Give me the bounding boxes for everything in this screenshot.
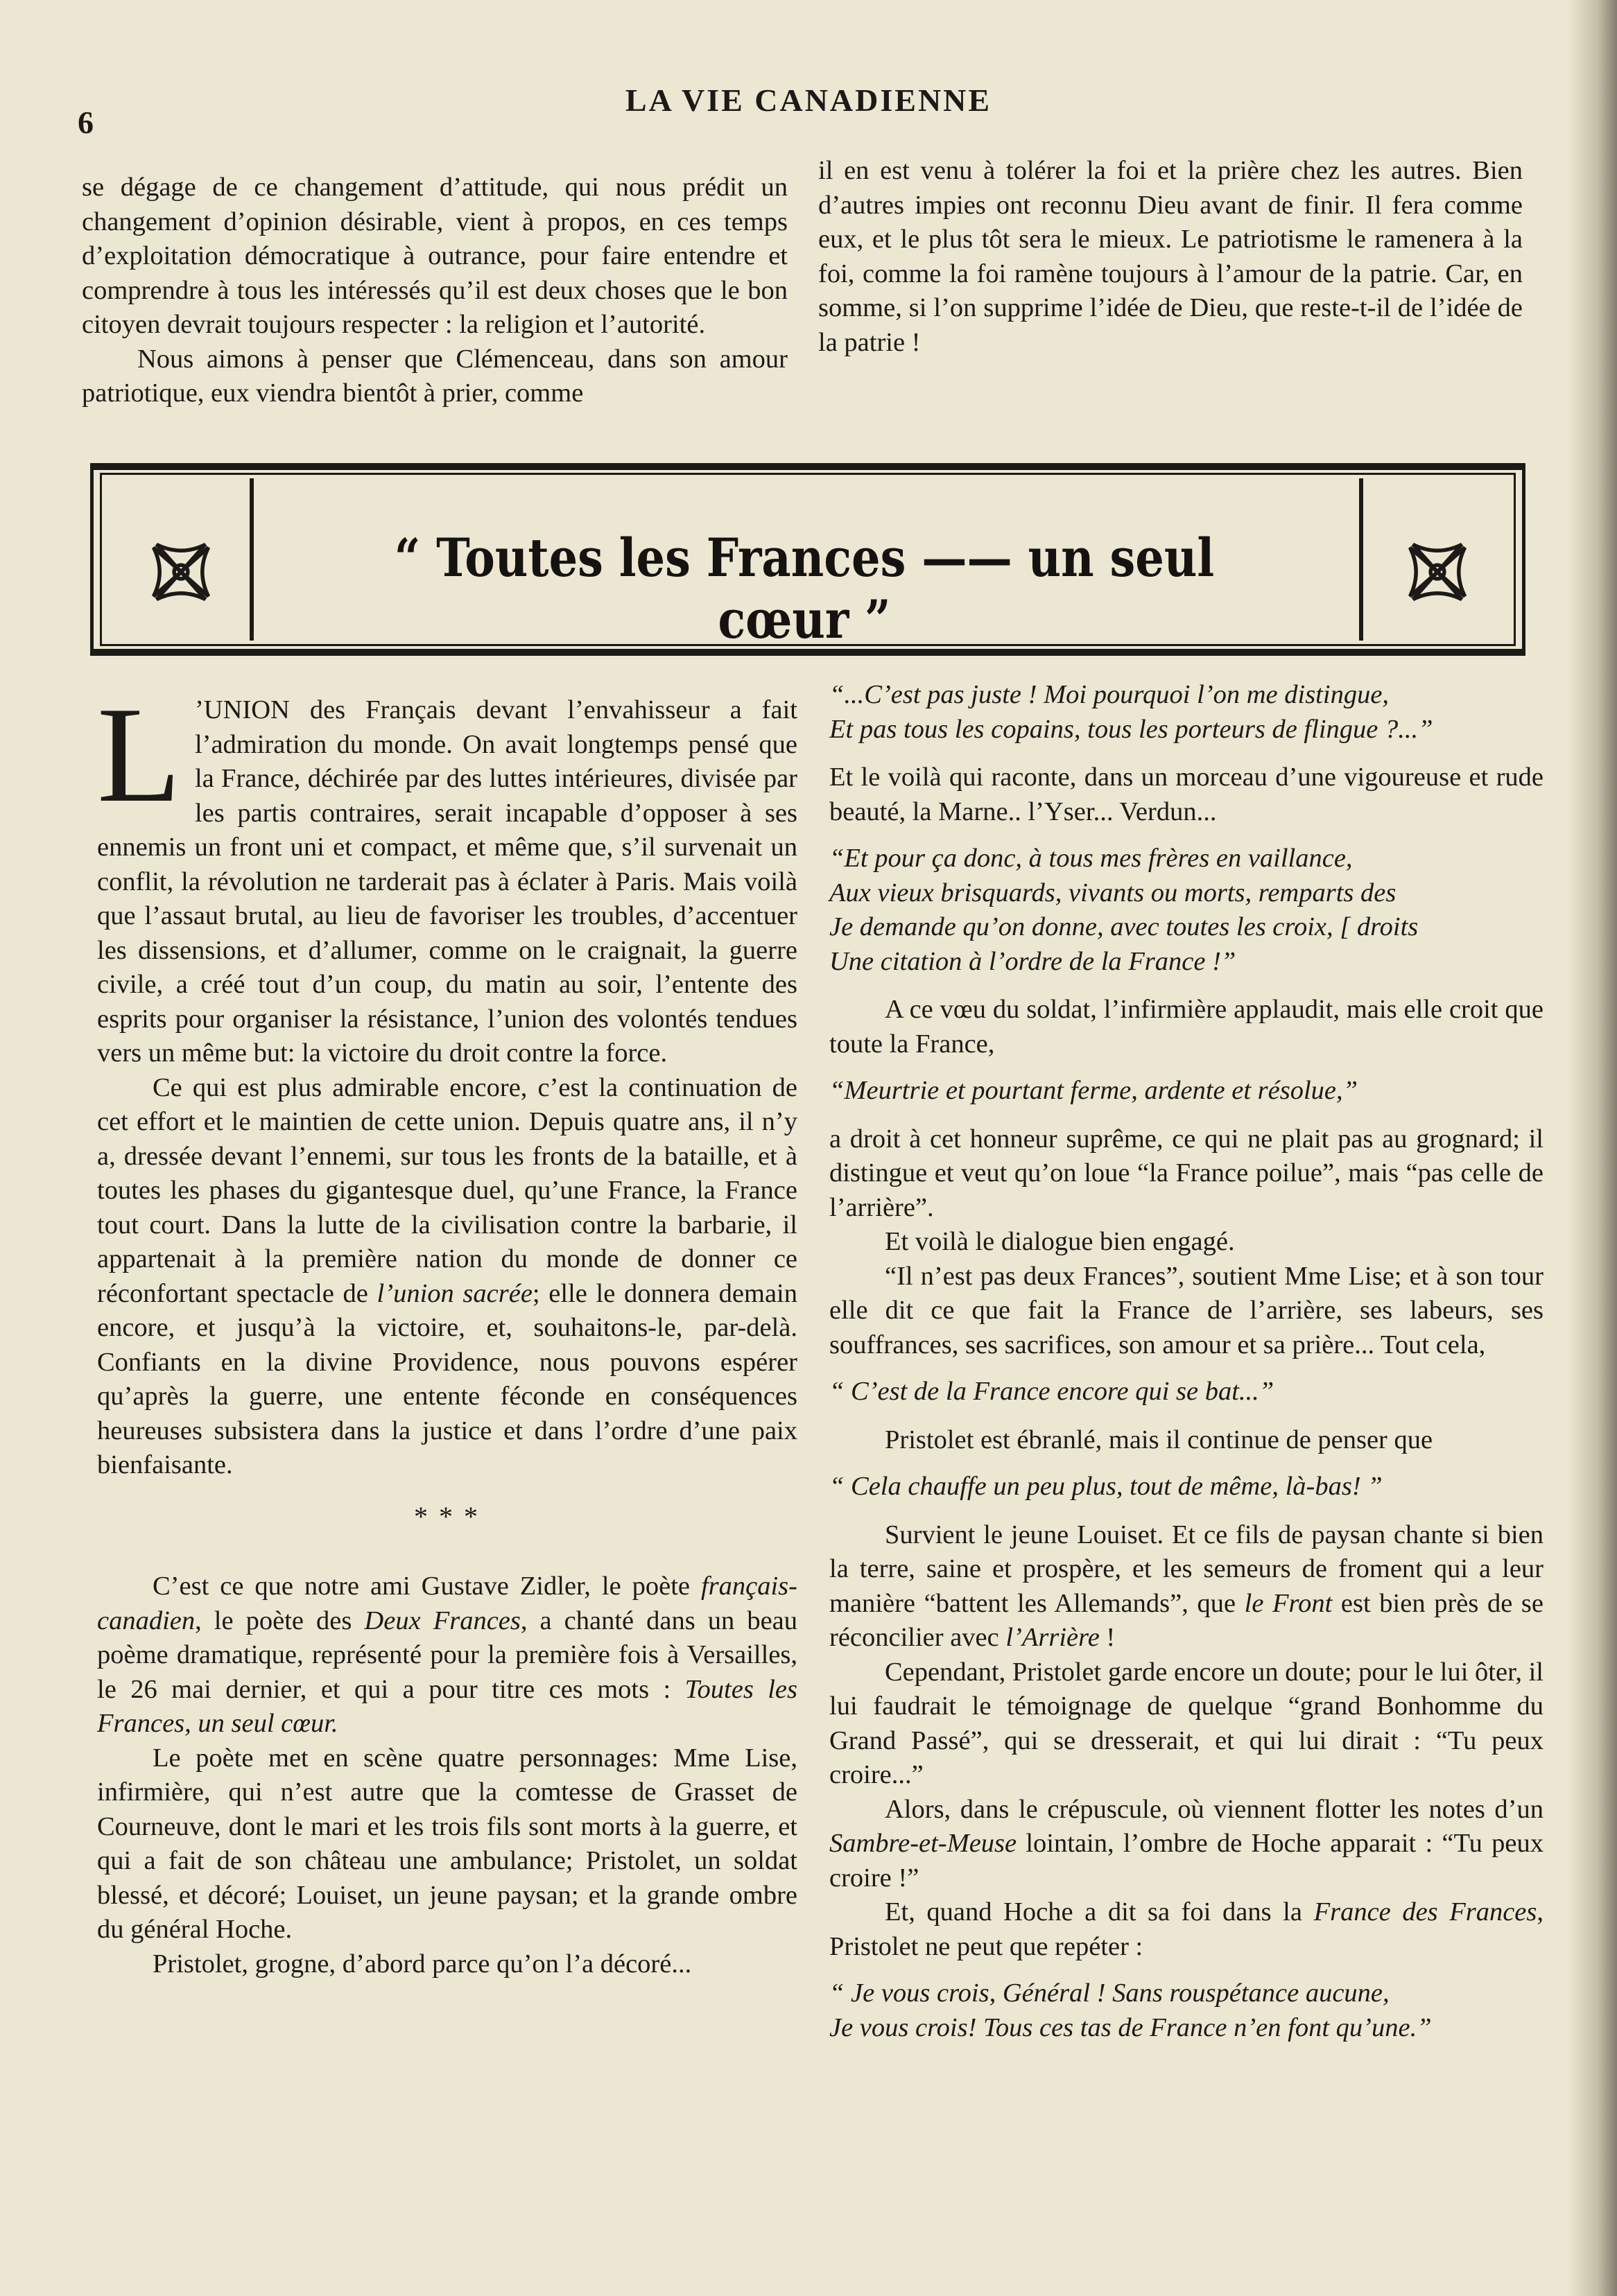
verse-4: “ C’est de la France encore qui se bat...” (829, 1377, 1274, 1406)
verse-5: “ Cela chauffe un peu plus, tout de même, là-bas! ” (829, 1472, 1383, 1501)
top-left-column (82, 171, 788, 411)
right-paragraph-2: A ce vœu du soldat, l’infirmière applaudit, mais elle croit que toute la France, (829, 995, 1544, 1059)
article-paragraph-5: Pristolet, grogne, d’abord parce qu’on l’a décoré... (153, 1949, 692, 1978)
article-right-column (829, 678, 1544, 2059)
top-right-column (818, 154, 1523, 360)
fleuron-ornament-icon (1399, 534, 1476, 610)
verse-2: “Et pour ça donc, à tous mes frères en vaillance, Aux vieux brisquards, vivants ou morts, remparts des Je demande qu’on donne, avec toutes les croix, [ droits Une citation à l’ordre de la France !” (829, 844, 1419, 976)
article-paragraph-3: C’est ce que notre ami Gustave Zidler, le poète français-canadien, le poète des Deux Frances, a chanté dans un beau poème dramatique, représenté pour la première fois à Versailles, le 26 mai dernier, et qui a pour titre ces mots : Toutes les Frances, un seul cœur. (97, 1572, 798, 1738)
right-paragraph-9: Alors, dans le crépuscule, où viennent flotter les notes d’un Sambre-et-Meuse lointain, l’ombre de Hoche apparait : “Tu peux croire !” (829, 1794, 1544, 1893)
page-number: 6 (78, 105, 94, 140)
right-paragraph-3: a droit à cet honneur suprême, ce qui ne plait pas au grognard; il distingue et veut qu’on loue “la France poilue”, mais “pas celle de l’arrière”. (829, 1124, 1544, 1222)
article-left-column (97, 679, 798, 1981)
right-paragraph-8: Cependant, Pristolet garde encore un doute; pour le lui ôter, il lui faudrait le témoignage de quelque “grand Bonhomme du Grand Passé”, qui se dresserait, et qui lui dirait : “Tu peux croire...” (829, 1657, 1544, 1789)
article-paragraph-1: L ’UNION des Français devant l’envahisseur a fait l’admiration du monde. On avait longtemps pensé que la France, déchirée par des luttes intérieures, divisée par les partis contraires, serait incapable d’opposer à ses ennemis un front uni et compact, et même que, s’il survenait un conflit, la révolution ne tarderait pas à éclater à Paris. Mais voilà que l’assaut brutal, au lieu de favoriser les troubles, d’accentuer les dissensions, et d’allumer, comme on le craignait, la guerre civile, a créé tout d’un coup, du matin au soir, l’entente des esprits pour organiser la résistance, l’union des volontés tendues vers un même but: la victoire du droit contre la force. (97, 679, 797, 1068)
section-separator: * * * (413, 1500, 481, 1532)
verse-6: “ Je vous crois, Général ! Sans rouspétance aucune, Je vous crois! Tous ces tas de France n’en font qu’une.” (829, 1978, 1432, 2042)
article-title: “ Toutes les Frances —— un seul cœur ” (394, 527, 1215, 650)
article-paragraph-4: Le poète met en scène quatre personnages: Mme Lise, infirmière, qui n’est autre que la comtesse de Grasset de Courneuve, dont le mari et les trois fils sont morts à la guerre, et qui a fait de son château une ambulance; Pristolet, un soldat blessé, et décoré; Louiset, un jeune paysan; et la grande ombre du général Hoche. (97, 1743, 797, 1944)
drop-cap: L (97, 679, 181, 830)
top-right-paragraph: il en est venu à tolérer la foi et la prière chez les autres. Bien d’autres impies ont reconnu Dieu avant de finir. Il fera comme eux, et le plus tôt sera le mieux. Le patriotisme le ramenera à la foi, comme la foi ramène toujours à l’amour de la patrie. Car, en somme, si l’on supprime l’idée de Dieu, que reste-t-il de l’idée de la patrie ! (818, 156, 1523, 357)
right-paragraph-4: Et voilà le dialogue bien engagé. (885, 1227, 1235, 1256)
title-box-divider-left (250, 478, 254, 641)
right-paragraph-7: Survient le jeune Louiset. Et ce fils de paysan chante si bien la terre, saine et prospère, et les semeurs de froment qui a leur manière “battent les Allemands”, que le Front est bien près de se réconcilier avec l’Arrière ! (829, 1520, 1544, 1652)
right-paragraph-5: “Il n’est pas deux Frances”, soutient Mme Lise; et à son tour elle dit ce que fait la France de l’arrière, ses labeurs, ses souffrances, ses sacrifices, son amour et sa prière... Tout cela, (829, 1261, 1544, 1359)
running-title: LA VIE CANADIENNE (625, 82, 992, 118)
right-paragraph-10: Et, quand Hoche a dit sa foi dans la France des Frances, Pristolet ne peut que repéter : (829, 1897, 1544, 1961)
page-edge-shadow (1568, 0, 1617, 2296)
right-paragraph-6: Pristolet est ébranlé, mais il continue de penser que (885, 1425, 1433, 1454)
top-left-paragraph-1: se dégage de ce changement d’attitude, qui nous prédit un changement d’opinion désirable, vient à propos, en ces temps d’exploitation démocratique à outrance, pour faire entendre et comprendre à tous les intéressés qu’il est deux choses que le bon citoyen devrait toujours respecter : la religion et l’autorité. (82, 173, 788, 339)
title-box-top-rule (90, 463, 1525, 470)
fleuron-ornament-icon (143, 534, 219, 610)
article-paragraph-2: Ce qui est plus admirable encore, c’est la continuation de cet effort et le maintien de cette union. Depuis quatre ans, il n’y a, dressée devant l’ennemi, sur tous les fronts de la bataille, et à toutes les phases du gigantesque duel, qu’une France, la France tout court. Dans la lutte de la civilisation contre la barbarie, il appartenait à la première nation du monde de donner ce réconfortant spectacle de l’union sacrée; elle le donnera demain encore, et jusqu’à la victoire, et, souhaitons-le, par-delà. Confiants en la divine Providence, nous pouvons espérer qu’après la guerre, une entente féconde en conséquences heureuses subsistera dans la justice et dans l’ordre d’une paix bienfaisante. (97, 1072, 797, 1479)
right-paragraph-1: Et le voilà qui raconte, dans un morceau d’une vigoureuse et rude beauté, la Marne.. l’Yser... Verdun... (829, 763, 1544, 826)
verse-1: “...C’est pas juste ! Moi pourquoi l’on me distingue, Et pas tous les copains, tous les porteurs de flingue ?...” (829, 680, 1433, 744)
top-left-paragraph-2: Nous aimons à penser que Clémenceau, dans son amour patriotique, eux viendra bientôt à prier, comme (82, 344, 788, 408)
title-box-divider-right (1359, 478, 1363, 641)
verse-3: “Meurtrie et pourtant ferme, ardente et résolue,” (829, 1076, 1358, 1105)
